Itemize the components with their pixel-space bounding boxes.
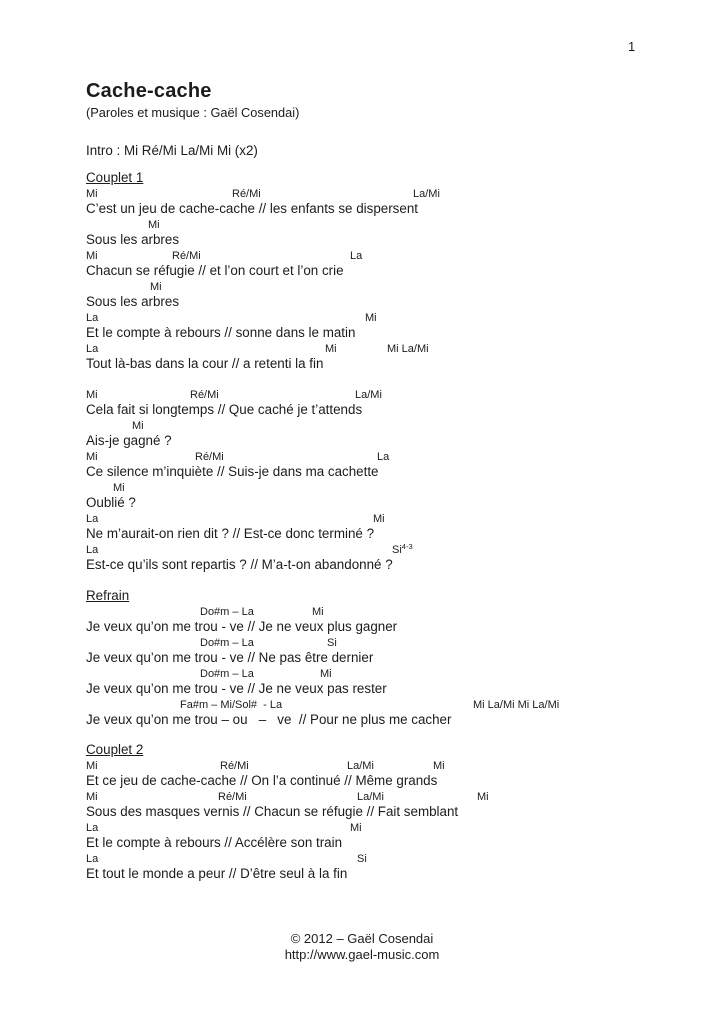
chord-line <box>86 634 676 650</box>
lyric-line: Je veux qu’on me trou – ou – ve // Pour ne plus me cacher <box>86 711 452 727</box>
section-heading: Couplet 2 <box>86 742 144 757</box>
song-sections <box>86 170 676 882</box>
chord-line <box>86 851 676 867</box>
chord-label: Mi <box>86 389 98 401</box>
chord-label: Si <box>327 636 337 649</box>
copyright-line: © 2012 – Gaël Cosendai <box>290 931 434 946</box>
chord-label: Mi <box>86 760 98 772</box>
lyric-line: Sous des masques vernis // Chacun se réfugie // Fait semblant <box>86 804 459 819</box>
chord-label: Do#m – La <box>200 667 254 680</box>
section-couplet-2 <box>86 742 676 882</box>
chord-line <box>86 310 676 326</box>
chord-label: Mi <box>148 219 160 231</box>
section-couplet-1-suite <box>86 387 676 573</box>
chord-label: Mi <box>86 451 98 463</box>
lyric-line: Sous les arbres <box>86 232 180 247</box>
section-heading: Couplet 1 <box>86 170 144 185</box>
lyric-line: Et tout le monde a peur // D’être seul à la fin <box>86 866 348 881</box>
chord-label: La <box>86 853 99 865</box>
intro-line: Intro : Mi Ré/Mi La/Mi Mi (x2) <box>86 143 258 158</box>
credit-line: (Paroles et musique : Gaël Cosendai) <box>86 105 300 120</box>
chord-label: La <box>350 250 363 262</box>
chord-label: Do#m – La <box>200 636 254 649</box>
chord-line <box>86 511 676 527</box>
chord-label: Ré/Mi <box>232 188 261 200</box>
lyric-line: Et le compte à rebours // Accélère son train <box>86 835 343 850</box>
chord-label: Mi La/Mi <box>387 343 429 355</box>
chord-superscript: 4-3 <box>401 542 413 551</box>
chord-label: Mi <box>86 250 98 262</box>
chord-line <box>86 603 676 619</box>
chord-line <box>86 387 676 403</box>
chord-label: Ré/Mi <box>172 250 201 262</box>
chord-label: Si$^{4-3}$ <box>392 542 413 556</box>
chord-label: La <box>86 544 99 556</box>
lyric-line: Ais-je gagné ? <box>86 433 172 448</box>
chord-line <box>86 480 676 496</box>
chord-line <box>86 758 676 774</box>
lyric-line: Ne m’aurait-on rien dit ? // Est-ce donc terminé ? <box>86 526 375 541</box>
chord-label: Mi <box>350 822 362 834</box>
lyric-line: Cela fait si longtemps // Que caché je t’attends <box>86 402 363 417</box>
chord-line <box>86 820 676 836</box>
section-heading: Refrain <box>86 587 130 603</box>
chord-line <box>86 696 676 712</box>
lyric-line: Et ce jeu de cache-cache // On l’a continué // Même grands <box>86 773 438 788</box>
chord-label: Mi <box>113 482 125 494</box>
website-url: http://www.gael-music.com <box>284 946 440 962</box>
chord-line <box>86 248 676 264</box>
chord-line <box>86 279 676 295</box>
lyric-line: Je veux qu’on me trou - ve // Ne pas être dernier <box>86 649 374 665</box>
chord-label: Mi <box>433 760 445 772</box>
chord-line <box>86 418 676 434</box>
chord-label: La <box>377 451 390 463</box>
chord-label: Mi <box>373 513 385 525</box>
page-footer <box>0 931 724 962</box>
lyric-line: Et le compte à rebours // sonne dans le matin <box>86 325 356 340</box>
lyric-line: Chacun se réfugie // et l’on court et l’on crie <box>86 263 344 278</box>
chord-line <box>86 186 676 202</box>
chord-label: Mi <box>86 791 98 803</box>
chord-label: La/Mi <box>357 791 384 803</box>
chord-line <box>86 789 676 805</box>
chord-label: La/Mi <box>413 188 440 200</box>
chord-label: La <box>86 513 99 525</box>
chord-label: Mi <box>320 667 332 680</box>
lyric-line: C’est un jeu de cache-cache // les enfants se dispersent <box>86 201 418 216</box>
chord-label: Mi <box>312 605 324 618</box>
chord-label: Ré/Mi <box>190 389 219 401</box>
chord-label: Ré/Mi <box>195 451 224 463</box>
chord-label: La <box>86 343 99 355</box>
lyric-line: Je veux qu’on me trou - ve // Je ne veux pas rester <box>86 680 387 696</box>
lyric-line: Ce silence m’inquiète // Suis-je dans ma cachette <box>86 464 379 479</box>
chord-label: Ré/Mi <box>220 760 249 772</box>
chord-label: La/Mi <box>347 760 374 772</box>
chord-label: Mi <box>150 281 162 293</box>
chord-label: Mi <box>477 791 489 803</box>
chord-label: Ré/Mi <box>218 791 247 803</box>
chord-line <box>86 341 676 357</box>
chord-label: La/Mi <box>355 389 382 401</box>
lyric-line: Est-ce qu’ils sont repartis ? // M’a-t-on abandonné ? <box>86 557 393 572</box>
lyric-line: Sous les arbres <box>86 294 180 309</box>
chord-line <box>86 449 676 465</box>
chord-label: La <box>86 312 99 324</box>
section-refrain <box>86 588 676 728</box>
chord-label: Do#m – La <box>200 605 254 618</box>
chord-line <box>86 542 676 558</box>
song-sheet <box>86 0 676 882</box>
page-number: 1 <box>628 39 636 54</box>
lyric-line: Oublié ? <box>86 495 136 510</box>
lyric-line: Tout là-bas dans la cour // a retenti la fin <box>86 356 324 371</box>
lyric-line: Je veux qu’on me trou - ve // Je ne veux plus gagner <box>86 618 398 634</box>
chord-line <box>86 217 676 233</box>
chord-label: Si <box>357 853 367 865</box>
section-couplet-1 <box>86 170 676 372</box>
chord-line <box>86 665 676 681</box>
chord-label: Mi <box>132 420 144 432</box>
chord-label: Fa#m – Mi/Sol# - La <box>180 698 283 711</box>
chord-label: Mi <box>325 343 337 355</box>
chord-label: La <box>86 822 99 834</box>
chord-label: Mi La/Mi Mi La/Mi <box>473 698 560 711</box>
song-title: Cache-cache <box>86 80 212 102</box>
chord-label: Mi <box>365 312 377 324</box>
chord-label: Mi <box>86 188 98 200</box>
